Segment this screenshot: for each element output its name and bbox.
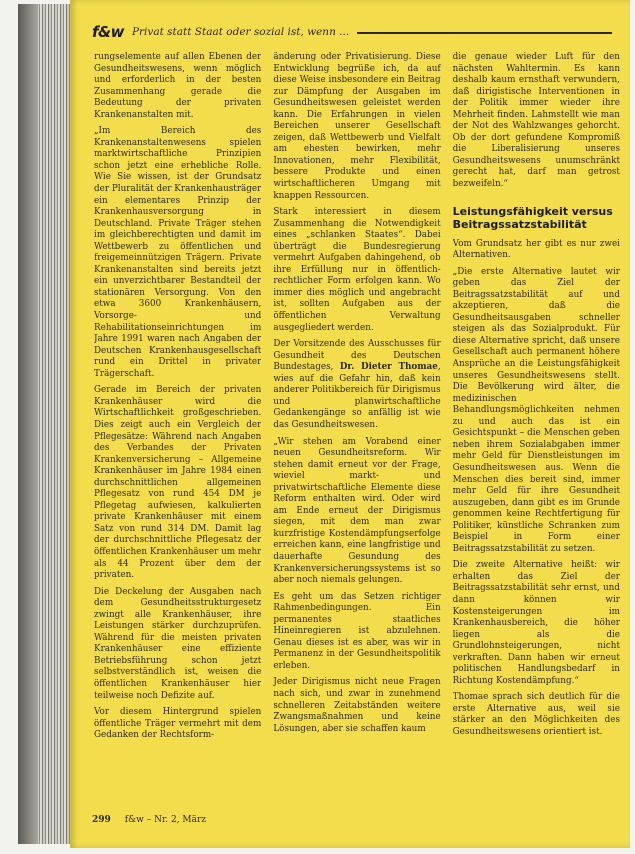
- page-footer: [92, 815, 206, 825]
- issue-info: f&w – Nr. 2, März: [124, 815, 207, 825]
- paragraph: Jeder Dirigismus nicht neue Fragen nach sich, und zwar in zunehmend schnelleren Zeitabständen weitere Zwangsmaßnahmen und keine Lösungen, aber sie schaffen kaum: [273, 677, 441, 734]
- paragraph: Vom Grundsatz her gibt es nur zwei Alternativen.: [452, 238, 620, 261]
- paragraph: „Wir stehen am Vorabend einer neuen Gesundheitsreform. Wir stehen damit erneut vor der Frage, wieviel markt- und privatwirtschaftliche Elemente diese Reform enthalten wird. Oder wird am Ende erneut der Dirigismus siegen, mit dem man zwar kurzfristige Kostendämpfungserfolge erreichen kann, eine langfristige und dauerhafte Gesundung des Krankenversicherungssystems ist so aber noch niemals gelungen.: [273, 436, 441, 586]
- paragraph: Vor diesem Hintergrund spielen öffentliche Träger vermehrt mit dem Gedanken der Rechtsform-: [94, 707, 262, 741]
- article-body: [94, 52, 620, 807]
- paragraph: rungselemente auf allen Ebenen der Gesundheitswesens, wenn möglich und erforderlich in der besten Zusammenhang gerade die Bedeutung der privaten Krankenanstalten mit.: [94, 52, 262, 120]
- column-2: [273, 52, 440, 807]
- column-3: [453, 52, 620, 807]
- magazine-page: [70, 0, 630, 848]
- page-header: [92, 20, 612, 44]
- section-heading: Leistungsfähigkeit versus Beitragssatzstabilität: [452, 204, 613, 231]
- running-header-title: Privat statt Staat oder sozial ist, wenn ...: [131, 26, 350, 38]
- column-1: [94, 52, 261, 807]
- paragraph: „Die erste Alternative lautet wir geben das Ziel der Beitragssatzstabilität auf und akzeptieren, daß die Gesundheitsausgaben schneller steigen als das Sozialprodukt. Für diese Alternative spricht, daß unsere Gesellschaft auch permanent höhere Ansprüche an die Leistungsfähigkeit unseres Gesundheitswesens stellt. Die Bevölkerung wird älter, die medizinischen Behandlungsmöglichkeiten nehmen zu und auch das ist ein Gesichtspunkt – die Menschen geben neben ihrem Sozialabgaben immer mehr Geld für Dienstleistungen im Gesundheitswesen aus. Wenn die Menschen dies bereit sind, immer mehr Geld für ihre Gesundheit auszugeben, dann gibt es im Grunde genommen keine Rechtfertigung für Politiker, künstliche Schranken zum Beispiel in Form einer Beitragssatzstabilität zu setzen.: [452, 266, 620, 554]
- page-number: 299: [92, 815, 111, 825]
- paragraph: Thomae sprach sich deutlich für die erste Alternative aus, weil sie stärker an den Möglichkeiten des Gesundheitswesens orientiert ist.: [452, 692, 620, 737]
- paragraph: Gerade im Bereich der privaten Krankenhäuser wird die Wirtschaftlichkeit großgeschrieben. Dies zeigt auch ein Vergleich der Pflegesätze: Während nach Angaben des Verbandes der Privaten Krankenversicherung – Allgemeine Krankenhäuser im Jahre 1984 einen durchschnittlichen allgemeinen Pflegesatz von rund 454 DM je Pflegetag aufwiesen, kalkulierten private Krankenhäuser mit einem Satz von rund 314 DM. Damit lag der durchschnittliche Pflegesatz der öffentlichen Krankenhäuser um mehr als 44 Prozent über dem der privaten.: [94, 385, 262, 581]
- paragraph: änderung oder Privatisierung. Diese Entwicklung begrüße ich, da auf diese Weise insbesondere ein Beitrag zur Dämpfung der Ausgaben im Gesundheitswesen geleistet werden kann. Die Erfahrungen in vielen Bereichen unserer Gesellschaft zeigen, daß Wettbewerb und Vielfalt am ehesten bewirken, mehr Innovationen, mehr Flexibilität, bessere Produkte und einen wirtschaftlicheren Umgang mit knappen Ressourcen.: [273, 52, 441, 201]
- header-rule: [357, 32, 612, 34]
- paragraph: Stark interessiert in diesem Zusammenhang die Notwendigkeit eines „schlanken Staates“. Dabei überträgt die Bundesregierung vermehrt Aufgaben dahingehend, ob ihre Erfüllung nur in öffentlich-rechtlicher Form erfolgen kann. Wo immer dies möglich und angebracht ist, sollten Aufgaben aus der öffentlichen Verwaltung ausgegliedert werden.: [273, 207, 441, 333]
- paragraph: die genaue wieder Luft für den nächsten Wahltermin. Es kann deshalb kaum ernsthaft verwundern, daß dirigistische Interventionen in der Politik immer wieder ihre Mehrheit finden. Lahmstellt wie man der Not des Wahlzwanges gehorcht. Ob der dort gefundene Kompromiß die Liberalisierung unseres Gesundheitswesens unumschränkt gerecht hat, darf man getrost bezweifeln.“: [452, 52, 620, 190]
- paragraph: Es geht um das Setzen richtiger Rahmenbedingungen. Ein permanentes staatliches Hineinregieren ist abzulehnen. Genau dieses ist es aber, was wir in Permanenz in der Gesundheitspolitik erleben.: [273, 591, 441, 671]
- speaker-name: Dr. Dieter Thomae: [339, 362, 438, 373]
- paragraph: „Im Bereich des Krankenanstaltenwesens spielen marktwirtschaftliche Prinzipien schon jetzt eine erhebliche Rolle. Wie Sie wissen, ist der Grundsatz der Pluralität der Krankenhausträger ein elementares Prinzip der Krankenhausversorgung in Deutschland. Private Träger stehen im gleichberechtigten und damit im Wettbewerb zu öffentlichen und freigemeinnützigen Trägern. Private Krankenanstalten sind bereits jetzt ein unverzichtbarer Bestandteil der stationären Versorgung. Von den etwa 3600 Krankenhäusern, Vorsorge- und Rehabilitationseinrichtungen im Jahre 1991 waren nach Angaben der Deutschen Krankenhausgesellschaft rund ein Drittel in privater Trägerschaft.: [94, 126, 262, 379]
- paragraph: Die Deckelung der Ausgaben nach dem Gesundheitsstrukturgesetz zwingt alle Krankenhäuser, ihre Leistungen stärker durchzuprüfen. Während für die meisten privaten Krankenhäuser eine effiziente Betriebsführung schon jetzt selbstverständlich ist, weisen die öffentlichen Krankenhäuser hier teilweise noch Defizite auf.: [94, 586, 262, 701]
- magazine-logo: f&w: [92, 23, 124, 41]
- paragraph: Der Vorsitzende des Ausschusses für Gesundheit des Deutschen Bundestages, Dr. Dieter Thomae, wies auf die Gefahr hin, daß kein anderer Politikbereich für Dirigismus und planwirtschaftliche Gedankengänge so anfällig ist wie das Gesundheitswesen.: [273, 339, 441, 430]
- paragraph: Die zweite Alternative heißt: wir erhalten das Ziel der Beitragssatzstabilität sehr ernst, und dann können wir Kostensteigerungen im Krankenhausbereich, die höher liegen als die Grundlohnsteigerungen, nicht verkraften. Dann haben wir erneut politischen Handlungsbedarf in Richtung Kostendämpfung.“: [452, 560, 620, 686]
